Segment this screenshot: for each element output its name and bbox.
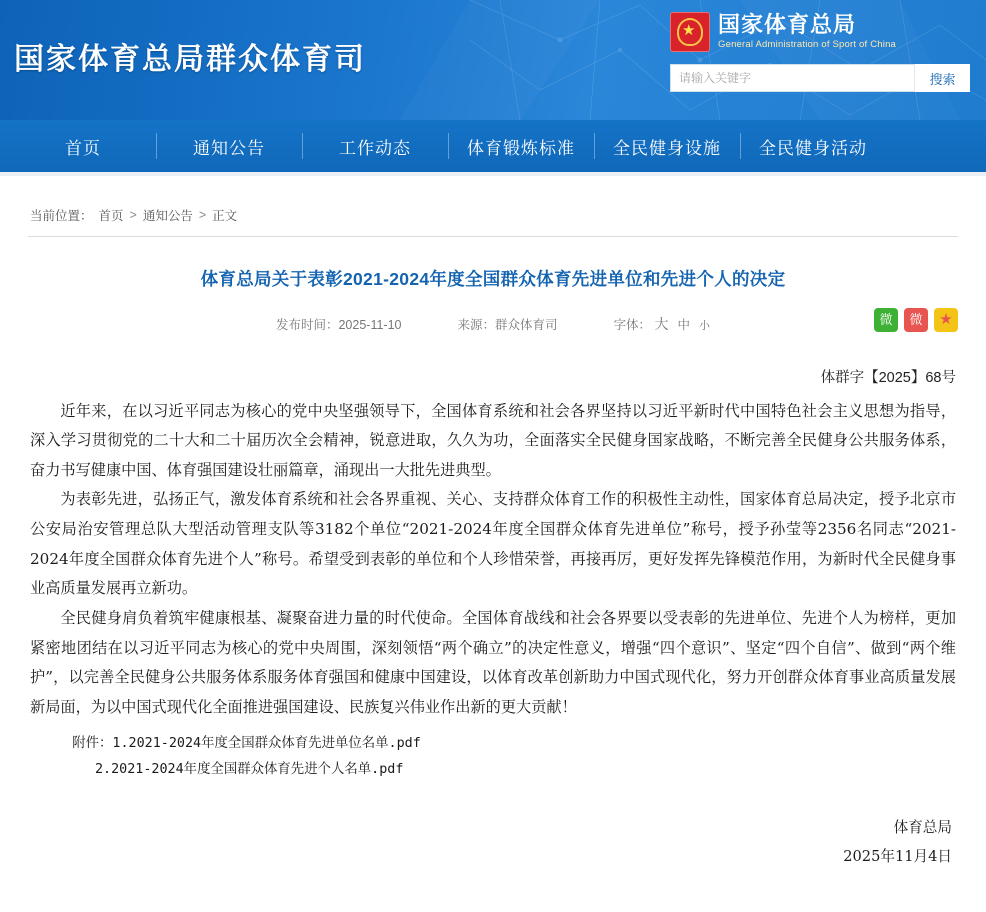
font-size-control[interactable]	[614, 314, 711, 334]
attachment-link[interactable]: 1.2021-2024年度全国群众体育先进单位名单.pdf	[112, 735, 421, 751]
weibo-share-icon[interactable]: 微	[904, 308, 928, 332]
nav-item-exercise-standards[interactable]	[448, 120, 594, 172]
breadcrumb-item-home[interactable]: 首页	[98, 209, 124, 223]
header-right-block	[670, 12, 970, 92]
article-paragraph: 为表彰先进，弘扬正气，激发体育系统和社会各界重视、关心、支持群众体育工作的积极性主动性，国家体育总局决定，授予北京市公安局治安管理总队大型活动管理支队等3182个单位“2021-2024年度全国群众体育先进单位”称号，授予孙莹等2356名同志“2021-2024年度全国群众体育先进个人”称号。希望受到表彰的单位和个人珍惜荣誉，再接再厉，更好发挥先锋模范作用，为新时代全民健身事业高质量发展再立新功。	[30, 490, 956, 598]
nav-item-label: 工作动态	[339, 138, 411, 158]
breadcrumb-prefix: 当前位置：	[30, 209, 93, 223]
nav-item-label: 全民健身设施	[613, 138, 721, 158]
nav-item-fitness-activities[interactable]	[740, 120, 886, 172]
article-paragraph: 全民健身肩负着筑牢健康根基、凝聚奋进力量的时代使命。全国体育战线和社会各界要以受表彰的先进单位、先进个人为榜样，更加紧密地团结在以习近平同志为核心的党中央周围，深刻领悟“两个确立”的决定性意义，增强“四个意识”、坚定“四个自信”、做到“两个维护”，以完善全民健身公共服务体系服务体育强国和健康中国建设，以体育改革创新助力中国式现代化，努力开创群众体育事业高质量发展新局面，为以中国式现代化全面推进强国建设、民族复兴伟业作出新的更大贡献！	[30, 608, 956, 716]
signature-name: 体育总局	[893, 818, 952, 836]
breadcrumb-separator: >	[198, 208, 207, 222]
attachment-link[interactable]: 2.2021-2024年度全国群众体育先进个人名单.pdf	[95, 761, 404, 777]
publish-time-label: 发布时间：	[275, 317, 339, 332]
organization-logo	[670, 12, 970, 52]
font-size-label: 字体：	[613, 317, 652, 332]
document-number: 体群字【2025】68号	[820, 369, 956, 386]
article-source	[457, 315, 557, 333]
page-title: 体育总局关于表彰2021-2024年度全国群众体育先进单位和先进个人的决定	[200, 269, 786, 289]
site-title: 国家体育总局群众体育司	[14, 43, 366, 76]
search-bar[interactable]	[670, 64, 970, 92]
article-source-value: 群众体育司	[495, 317, 558, 332]
nav-item-label: 首页	[65, 138, 101, 158]
signature-date: 2025年11月4日	[843, 848, 952, 866]
organization-name-cn: 国家体育总局	[718, 12, 857, 38]
article-paragraph: 近年来，在以习近平同志为核心的党中央坚强领导下，全国体育系统和社会各界坚持以习近平新时代中国特色社会主义思想为指导，深入学习贯彻党的二十大和二十届历次全会精神，锐意进取，久久为功，全面落实全民健身国家战略，不断完善全民健身公共服务体系，奋力书写健康中国、体育强国建设壮丽篇章，涌现出一大批先进典型。	[30, 401, 956, 479]
page-content	[0, 176, 986, 871]
nav-item-work-updates[interactable]	[302, 120, 448, 172]
publish-time	[276, 315, 402, 333]
nav-item-fitness-facilities[interactable]	[594, 120, 740, 172]
nav-item-home[interactable]	[10, 120, 156, 172]
organization-name-en: General Administration of Sport of China	[718, 39, 897, 51]
article-body	[28, 393, 958, 723]
nav-item-label: 体育锻炼标准	[467, 138, 575, 158]
share-toolbar[interactable]	[874, 308, 958, 332]
font-size-large-button[interactable]: 大	[654, 315, 669, 332]
signature-block	[28, 783, 958, 871]
publish-time-value: 2025-11-10	[338, 317, 402, 332]
nav-item-label: 全民健身活动	[759, 138, 867, 158]
breadcrumb	[28, 176, 958, 237]
attachment-line-2[interactable]	[28, 757, 958, 783]
search-button[interactable]: 搜索	[914, 64, 970, 92]
article-meta	[28, 292, 958, 344]
breadcrumb-item-notices[interactable]: 通知公告	[142, 209, 193, 223]
breadcrumb-item-current: 正文	[212, 209, 238, 223]
wechat-share-icon[interactable]: 微	[874, 308, 898, 332]
china-national-emblem-icon: ★	[670, 12, 710, 52]
attachment-line-1[interactable]	[28, 731, 958, 757]
main-navigation[interactable]	[0, 120, 986, 172]
nav-item-notices[interactable]	[156, 120, 302, 172]
search-input[interactable]	[670, 64, 914, 92]
favorite-star-icon[interactable]: ★	[934, 308, 958, 332]
nav-item-label: 通知公告	[193, 138, 265, 158]
attachments-section	[28, 723, 958, 783]
article-source-label: 来源：	[457, 317, 495, 332]
breadcrumb-separator: >	[129, 208, 137, 222]
font-size-small-button[interactable]: 小	[699, 319, 711, 332]
site-header	[0, 0, 986, 120]
font-size-medium-button[interactable]: 中	[677, 317, 691, 332]
attachments-label: 附件：	[72, 735, 113, 751]
